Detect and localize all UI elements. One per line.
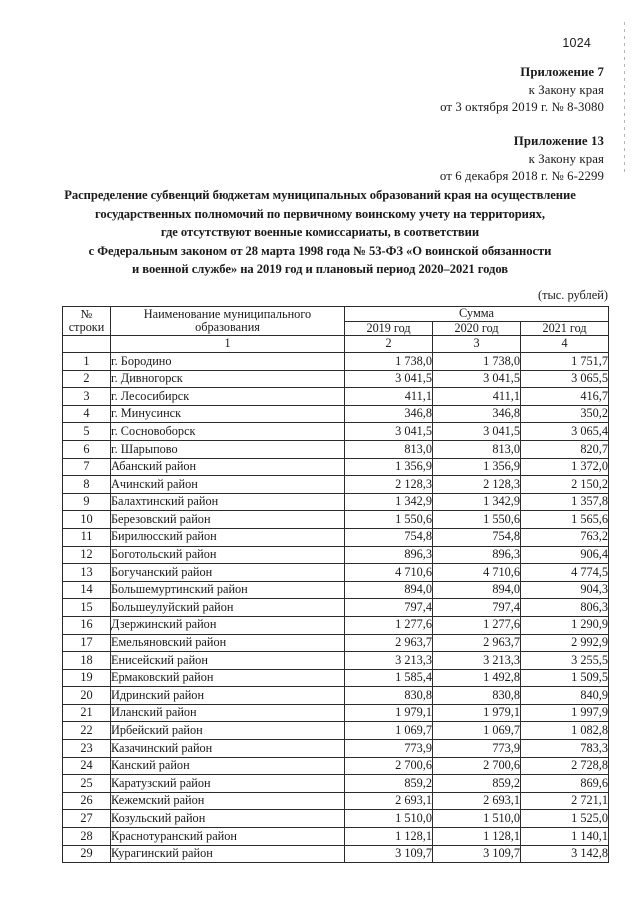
units-note: (тыс. рублей) <box>537 288 608 302</box>
cell-amount-2019: 4 710,6 <box>345 564 433 582</box>
cell-municipality-name: Козульский район <box>111 810 345 828</box>
cell-amount-2021: 4 774,5 <box>521 564 609 582</box>
header-year-2020: 2020 год <box>433 321 521 336</box>
cell-row-number: 12 <box>63 546 111 564</box>
table-row <box>63 652 609 670</box>
cell-row-number: 26 <box>63 792 111 810</box>
cell-row-number: 15 <box>63 599 111 617</box>
cell-row-number: 25 <box>63 775 111 793</box>
cell-amount-2021: 906,4 <box>521 546 609 564</box>
table-row <box>63 669 609 687</box>
cell-amount-2019: 1 550,6 <box>345 511 433 529</box>
cell-municipality-name: Балахтинский район <box>111 493 345 511</box>
cell-municipality-name: Ачинский район <box>111 476 345 494</box>
header-year-2021: 2021 год <box>521 321 609 336</box>
cell-amount-2019: 813,0 <box>345 440 433 458</box>
cell-amount-2021: 820,7 <box>521 440 609 458</box>
cell-municipality-name: Ермаковский район <box>111 669 345 687</box>
table-row <box>63 493 609 511</box>
cell-municipality-name: Енисейский район <box>111 652 345 670</box>
cell-amount-2020: 2 128,3 <box>433 476 521 494</box>
header-row-number <box>63 307 111 336</box>
cell-amount-2021: 783,3 <box>521 740 609 758</box>
cell-amount-2019: 2 128,3 <box>345 476 433 494</box>
cell-amount-2020: 411,1 <box>433 388 521 406</box>
cell-row-number: 10 <box>63 511 111 529</box>
reference-block-appendix-7 <box>0 64 604 117</box>
cell-municipality-name: Боготольский район <box>111 546 345 564</box>
cell-amount-2020: 2 963,7 <box>433 634 521 652</box>
cell-municipality-name: г. Дивногорск <box>111 370 345 388</box>
cell-amount-2019: 830,8 <box>345 687 433 705</box>
cell-row-number: 28 <box>63 828 111 846</box>
cell-row-number: 3 <box>63 388 111 406</box>
appendix-7-law: к Закону края <box>528 82 604 97</box>
cell-municipality-name: г. Шарыпово <box>111 440 345 458</box>
appendix-7-title: Приложение 7 <box>520 65 604 79</box>
table-row <box>63 722 609 740</box>
cell-amount-2020: 1 069,7 <box>433 722 521 740</box>
cell-row-number: 18 <box>63 652 111 670</box>
cell-row-number: 24 <box>63 757 111 775</box>
table-row <box>63 353 609 371</box>
cell-amount-2020: 1 342,9 <box>433 493 521 511</box>
cell-row-number: 16 <box>63 616 111 634</box>
cell-municipality-name: Иланский район <box>111 704 345 722</box>
cell-municipality-name: Канский район <box>111 757 345 775</box>
cell-amount-2020: 3 109,7 <box>433 845 521 863</box>
cell-row-number: 13 <box>63 564 111 582</box>
table-row <box>63 581 609 599</box>
cell-amount-2021: 1 509,5 <box>521 669 609 687</box>
cell-municipality-name: Ирбейский район <box>111 722 345 740</box>
header-year-2019: 2019 год <box>345 321 433 336</box>
cell-amount-2020: 3 213,3 <box>433 652 521 670</box>
cell-amount-2021: 3 255,5 <box>521 652 609 670</box>
column-number-blank <box>63 336 111 353</box>
table-row <box>63 845 609 863</box>
cell-municipality-name: Казачинский район <box>111 740 345 758</box>
appendix-7-date: от 3 октября 2019 г. № 8-3080 <box>440 100 604 114</box>
cell-amount-2020: 1 356,9 <box>433 458 521 476</box>
cell-municipality-name: Кежемский район <box>111 792 345 810</box>
cell-amount-2021: 1 751,7 <box>521 353 609 371</box>
cell-amount-2021: 1 140,1 <box>521 828 609 846</box>
cell-amount-2019: 797,4 <box>345 599 433 617</box>
cell-amount-2020: 346,8 <box>433 405 521 423</box>
cell-amount-2019: 754,8 <box>345 528 433 546</box>
cell-amount-2021: 3 142,8 <box>521 845 609 863</box>
appendix-13-title: Приложение 13 <box>513 134 604 148</box>
cell-municipality-name: Идринский район <box>111 687 345 705</box>
cell-amount-2019: 859,2 <box>345 775 433 793</box>
appendix-13-law: к Закону края <box>528 151 604 166</box>
cell-municipality-name: Емельяновский район <box>111 634 345 652</box>
cell-amount-2019: 1 356,9 <box>345 458 433 476</box>
table-column-numbering-row <box>63 336 609 353</box>
cell-amount-2021: 904,3 <box>521 581 609 599</box>
cell-amount-2021: 763,2 <box>521 528 609 546</box>
cell-row-number: 19 <box>63 669 111 687</box>
cell-amount-2019: 3 041,5 <box>345 423 433 441</box>
cell-amount-2019: 1 738,0 <box>345 353 433 371</box>
cell-amount-2020: 813,0 <box>433 440 521 458</box>
cell-municipality-name: г. Минусинск <box>111 405 345 423</box>
table-row <box>63 388 609 406</box>
table-row <box>63 792 609 810</box>
cell-amount-2019: 773,9 <box>345 740 433 758</box>
cell-municipality-name: Каратузский район <box>111 775 345 793</box>
table-row <box>63 634 609 652</box>
cell-municipality-name: Богучанский район <box>111 564 345 582</box>
cell-amount-2021: 1 372,0 <box>521 458 609 476</box>
cell-municipality-name: Бирилюсский район <box>111 528 345 546</box>
cell-amount-2021: 3 065,5 <box>521 370 609 388</box>
cell-amount-2019: 1 510,0 <box>345 810 433 828</box>
cell-amount-2020: 2 693,1 <box>433 792 521 810</box>
cell-municipality-name: Абанский район <box>111 458 345 476</box>
header-sum-group: Сумма <box>345 307 609 322</box>
cell-row-number: 23 <box>63 740 111 758</box>
cell-amount-2019: 411,1 <box>345 388 433 406</box>
cell-amount-2019: 3 109,7 <box>345 845 433 863</box>
cell-amount-2019: 3 041,5 <box>345 370 433 388</box>
cell-row-number: 7 <box>63 458 111 476</box>
cell-amount-2021: 1 565,6 <box>521 511 609 529</box>
subvention-distribution-table <box>62 306 609 863</box>
cell-row-number: 21 <box>63 704 111 722</box>
cell-row-number: 6 <box>63 440 111 458</box>
document-title-line-1: Распределение субвенций бюджетам муниципальных образований края на осуществление <box>64 188 576 202</box>
scan-artifact-line <box>624 22 625 172</box>
cell-row-number: 1 <box>63 353 111 371</box>
table-row <box>63 423 609 441</box>
cell-amount-2020: 754,8 <box>433 528 521 546</box>
cell-amount-2021: 1 525,0 <box>521 810 609 828</box>
table-row <box>63 828 609 846</box>
table-body <box>63 353 609 863</box>
cell-amount-2021: 1 357,8 <box>521 493 609 511</box>
cell-row-number: 29 <box>63 845 111 863</box>
cell-amount-2021: 2 992,9 <box>521 634 609 652</box>
column-number-3: 3 <box>433 336 521 353</box>
cell-municipality-name: Большеулуйский район <box>111 599 345 617</box>
cell-amount-2019: 346,8 <box>345 405 433 423</box>
cell-amount-2019: 3 213,3 <box>345 652 433 670</box>
header-row-number-line-1: № <box>80 306 93 321</box>
cell-municipality-name: г. Бородино <box>111 353 345 371</box>
cell-amount-2020: 894,0 <box>433 581 521 599</box>
table-row <box>63 704 609 722</box>
table-row <box>63 687 609 705</box>
header-municipality-name: Наименование муниципального образования <box>111 307 345 336</box>
column-number-1: 1 <box>111 336 345 353</box>
cell-row-number: 27 <box>63 810 111 828</box>
cell-amount-2020: 773,9 <box>433 740 521 758</box>
cell-amount-2020: 1 979,1 <box>433 704 521 722</box>
cell-row-number: 9 <box>63 493 111 511</box>
table-row <box>63 476 609 494</box>
cell-amount-2020: 896,3 <box>433 546 521 564</box>
table-row <box>63 616 609 634</box>
cell-amount-2019: 2 700,6 <box>345 757 433 775</box>
cell-row-number: 22 <box>63 722 111 740</box>
cell-row-number: 17 <box>63 634 111 652</box>
cell-amount-2020: 859,2 <box>433 775 521 793</box>
cell-amount-2019: 2 693,1 <box>345 792 433 810</box>
cell-amount-2019: 1 585,4 <box>345 669 433 687</box>
cell-row-number: 14 <box>63 581 111 599</box>
cell-amount-2019: 894,0 <box>345 581 433 599</box>
document-title-line-2: государственных полномочий по первичному воинскому учету на территориях, <box>95 206 545 221</box>
cell-amount-2020: 1 492,8 <box>433 669 521 687</box>
cell-municipality-name: Курагинский район <box>111 845 345 863</box>
cell-row-number: 5 <box>63 423 111 441</box>
cell-amount-2021: 869,6 <box>521 775 609 793</box>
cell-amount-2021: 840,9 <box>521 687 609 705</box>
table-row <box>63 370 609 388</box>
document-title-line-3: где отсутствуют военные комиссариаты, в соответствии <box>160 225 480 239</box>
cell-amount-2021: 2 721,1 <box>521 792 609 810</box>
cell-municipality-name: Большемуртинский район <box>111 581 345 599</box>
cell-row-number: 4 <box>63 405 111 423</box>
cell-municipality-name: Березовский район <box>111 511 345 529</box>
cell-amount-2020: 3 041,5 <box>433 423 521 441</box>
table-row <box>63 511 609 529</box>
document-title-line-4: с Федеральным законом от 28 марта 1998 года № 53-ФЗ «О воинской обязанности <box>88 243 552 258</box>
page-number: 1024 <box>562 36 591 50</box>
document-title <box>46 186 594 279</box>
cell-municipality-name: Краснотуранский район <box>111 828 345 846</box>
table-header-row-1 <box>63 307 609 322</box>
cell-amount-2019: 2 963,7 <box>345 634 433 652</box>
cell-amount-2020: 4 710,6 <box>433 564 521 582</box>
cell-amount-2020: 2 700,6 <box>433 757 521 775</box>
table-row <box>63 740 609 758</box>
cell-amount-2020: 1 738,0 <box>433 353 521 371</box>
cell-amount-2019: 1 069,7 <box>345 722 433 740</box>
table-row <box>63 405 609 423</box>
reference-block-appendix-13 <box>0 133 604 186</box>
table-row <box>63 599 609 617</box>
cell-amount-2021: 1 290,9 <box>521 616 609 634</box>
table-row <box>63 546 609 564</box>
cell-amount-2021: 1 082,8 <box>521 722 609 740</box>
table-header <box>63 307 609 353</box>
cell-amount-2021: 806,3 <box>521 599 609 617</box>
cell-amount-2021: 416,7 <box>521 388 609 406</box>
cell-amount-2020: 830,8 <box>433 687 521 705</box>
cell-amount-2021: 2 150,2 <box>521 476 609 494</box>
cell-amount-2020: 1 277,6 <box>433 616 521 634</box>
header-row-number-line-2: строки <box>68 320 105 334</box>
cell-row-number: 20 <box>63 687 111 705</box>
cell-amount-2019: 1 979,1 <box>345 704 433 722</box>
cell-amount-2020: 1 550,6 <box>433 511 521 529</box>
document-title-line-5: и военной службе» на 2019 год и плановый период 2020–2021 годов <box>131 262 509 276</box>
cell-amount-2019: 1 128,1 <box>345 828 433 846</box>
appendix-13-date: от 6 декабря 2018 г. № 6-2299 <box>439 169 604 183</box>
table-row <box>63 564 609 582</box>
cell-amount-2020: 797,4 <box>433 599 521 617</box>
column-number-2: 2 <box>345 336 433 353</box>
cell-amount-2020: 3 041,5 <box>433 370 521 388</box>
cell-amount-2020: 1 128,1 <box>433 828 521 846</box>
table-row <box>63 528 609 546</box>
table-row <box>63 458 609 476</box>
cell-row-number: 8 <box>63 476 111 494</box>
cell-amount-2021: 3 065,4 <box>521 423 609 441</box>
table-row <box>63 757 609 775</box>
cell-amount-2021: 2 728,8 <box>521 757 609 775</box>
table-row <box>63 810 609 828</box>
column-number-4: 4 <box>521 336 609 353</box>
cell-municipality-name: г. Лесосибирск <box>111 388 345 406</box>
cell-amount-2019: 896,3 <box>345 546 433 564</box>
table-row <box>63 775 609 793</box>
table-row <box>63 440 609 458</box>
cell-row-number: 2 <box>63 370 111 388</box>
cell-amount-2019: 1 277,6 <box>345 616 433 634</box>
cell-municipality-name: Дзержинский район <box>111 616 345 634</box>
cell-amount-2021: 350,2 <box>521 405 609 423</box>
cell-row-number: 11 <box>63 528 111 546</box>
cell-amount-2020: 1 510,0 <box>433 810 521 828</box>
cell-amount-2021: 1 997,9 <box>521 704 609 722</box>
cell-amount-2019: 1 342,9 <box>345 493 433 511</box>
cell-municipality-name: г. Сосновоборск <box>111 423 345 441</box>
